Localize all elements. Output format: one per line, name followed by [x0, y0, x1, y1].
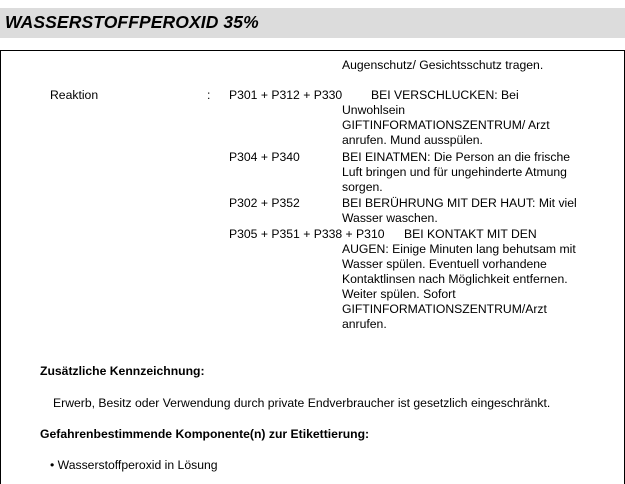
additional-labelling-text: Erwerb, Besitz oder Verwendung durch private Endverbraucher ist gesetzlich eingeschränkt. [53, 396, 551, 410]
header-rule [0, 50, 625, 51]
p-statement [342, 150, 612, 195]
p-statement [342, 227, 612, 332]
carryover-statement: Augenschutz/ Gesichtsschutz tragen. [342, 58, 544, 72]
label-separator: : [207, 88, 211, 102]
p-code: P302 + P352 [229, 196, 300, 210]
statement-line: Weiter spülen. Sofort [342, 287, 456, 301]
statement-line: anrufen. Mund ausspülen. [342, 133, 483, 147]
statement-line: BEI EINATMEN: Die Person an die frische [342, 150, 571, 164]
statement-line: sorgen. [342, 180, 383, 194]
statement-line: GIFTINFORMATIONSZENTRUM/ Arzt [342, 118, 550, 132]
reaction-label: Reaktion [50, 88, 99, 102]
statement-line: BEI KONTAKT MIT DEN [404, 227, 537, 241]
statement-line: GIFTINFORMATIONSZENTRUM/Arzt [342, 302, 547, 316]
statement-line: Kontaktlinsen nach Möglichkeit entfernen. [342, 272, 568, 286]
statement-line: Luft bringen und für ungehinderte Atmung [342, 165, 567, 179]
statement-line: BEI VERSCHLUCKEN: Bei [371, 88, 519, 102]
statement-line: BEI BERÜHRUNG MIT DER HAUT: Mit viel [342, 196, 577, 210]
additional-labelling-heading: Zusätzliche Kennzeichnung: [40, 364, 205, 378]
statement-line: anrufen. [342, 317, 387, 331]
statement-line: Wasser spülen. Eventuell vorhandene [342, 257, 547, 271]
p-statement [342, 88, 612, 148]
statement-line: AUGEN: Einige Minuten lang behutsam mit [342, 242, 576, 256]
p-code: P304 + P340 [229, 150, 300, 164]
p-statement [342, 196, 612, 226]
left-border [0, 50, 1, 484]
hazard-component-item: • Wasserstoffperoxid in Lösung [50, 458, 218, 472]
p-code: P301 + P312 + P330 [229, 88, 343, 102]
hazard-components-heading: Gefahrenbestimmende Komponente(n) zur Etikettierung: [40, 427, 370, 441]
document-title: WASSERSTOFFPEROXID 35% [5, 12, 259, 32]
statement-line: Wasser waschen. [342, 211, 438, 225]
statement-line: Unwohlsein [342, 103, 406, 117]
p-code: P305 + P351 + P338 + P310 [229, 227, 385, 241]
